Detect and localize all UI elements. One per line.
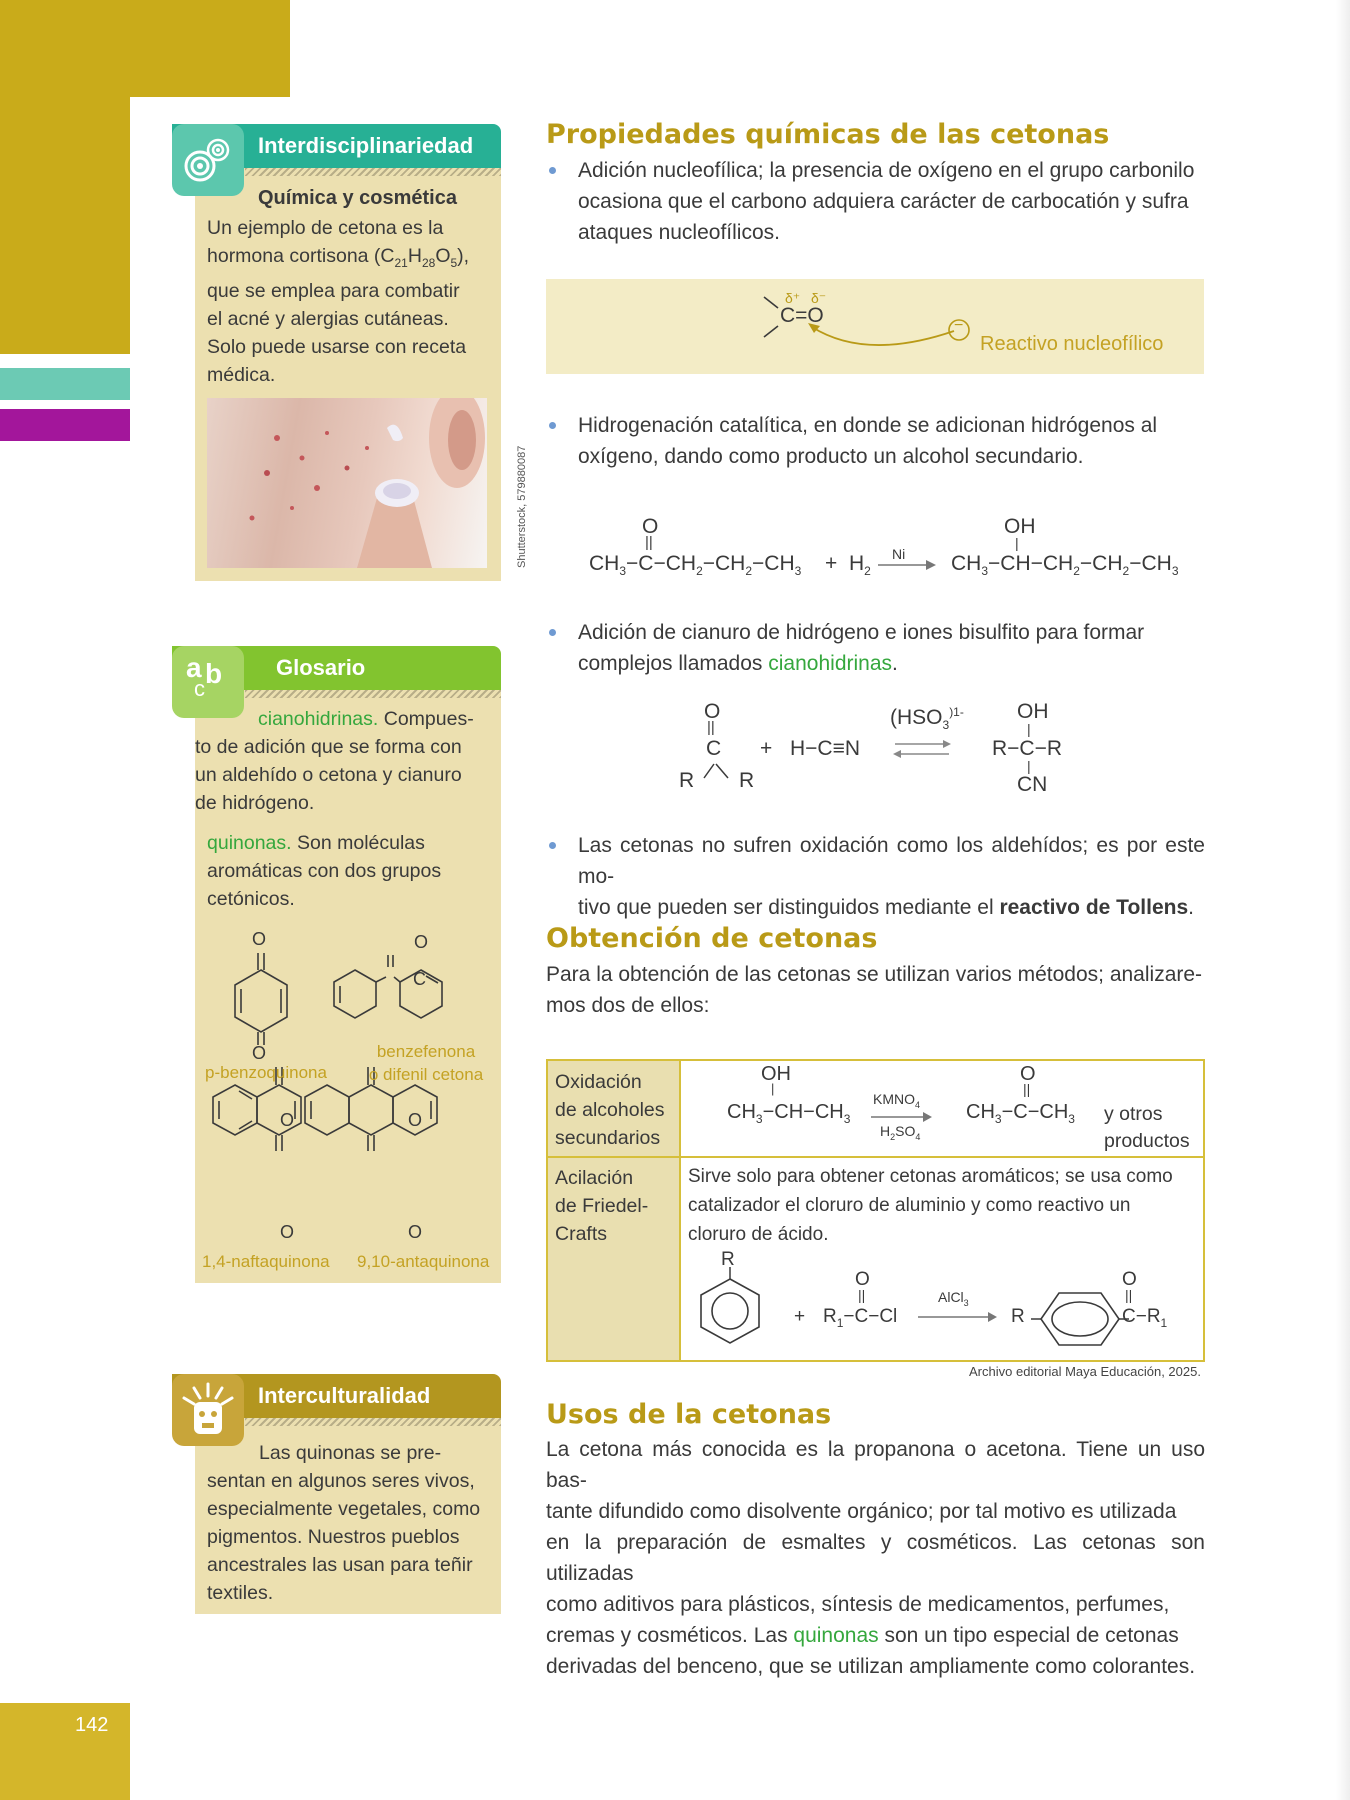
interdisciplinariedad-text: Un ejemplo de cetona es la hormona cortisona $(C_{21}H_{28}O_5)$, que se emplea para combatir el acné y alergias cutáneas. Solo puede usarse con receta médica. xyxy=(207,214,497,389)
decorative-band-teal xyxy=(0,368,130,400)
cyanohydrin-chain: R−C−R xyxy=(992,737,1063,760)
image-credit: Archivo editorial Maya Educación, 2025. xyxy=(969,1364,1201,1379)
hydrogen-cyanide: H−C≡N xyxy=(790,737,861,760)
atom-label: O xyxy=(252,929,267,949)
plus-sign: + xyxy=(760,737,773,760)
catalyst-label: AlCl$_3$ xyxy=(938,1289,969,1308)
r-substituent: R xyxy=(721,1249,735,1270)
oxidant-label: $KMNO_4$ xyxy=(873,1091,921,1110)
interculturalidad-text: Las quinonas se pre- sentan en algunos seres vivos, especialmente vegetales, como pigmentos. Nuestros pueblos ancestrales las usan para teñir textiles. xyxy=(207,1442,481,1604)
double-bond: || xyxy=(707,719,715,736)
r-substituent: R xyxy=(1011,1306,1025,1327)
quinone-structures xyxy=(195,925,501,1255)
ketone-oxygen: O xyxy=(642,515,659,538)
p-benzoquinona-structure xyxy=(235,953,287,1045)
paragraph-usos: La cetona más conocida es la propanona o acetona. Tiene un uso bas- tante difundido como disolvente orgánico; por tal motivo es utilizada en la preparación de esmaltes y cosméticos. Las cetonas son utilizadas como aditivos para plásticos, síntesis de medicamentos, perfumes, cremas y cosméticos. Las quinonas son un tipo especial de cetonas derivadas del benceno, que se utilizan ampliamente como colorantes. xyxy=(546,1438,1205,1678)
plus-sign: + xyxy=(825,552,838,575)
glosario-def-cianohidrinas: cianohidrinas. Compues- xyxy=(258,708,474,730)
reaction-arrow xyxy=(918,1311,998,1323)
hydrogen-molecule: $H_2$ xyxy=(849,552,871,579)
r-bonds xyxy=(690,758,740,782)
header-hatch xyxy=(245,690,501,698)
alcohol-oh: OH xyxy=(761,1063,791,1085)
delta-plus: δ⁺ xyxy=(785,290,801,306)
paragraph-tollens: Las cetonas no sufren oxidación como los aldehídos; es por este mo- tivo que pueden ser distinguidos mediante el reactivo de Tollens. xyxy=(578,834,1205,919)
ketone-oxygen: O xyxy=(704,700,721,723)
structure-name: 9,10-antaquinona xyxy=(357,1252,490,1271)
atom-label: C xyxy=(413,969,426,989)
alcohol-oh: OH xyxy=(1004,515,1036,538)
method-label-oxidacion: Oxidación de alcoholes secundarios xyxy=(555,1071,665,1149)
paragraph-hidrogenacion: Hidrogenación catalítica, en donde se adicionan hidrógenos al oxígeno, dando como producto un alcohol secundario. xyxy=(578,414,1158,468)
carbonyl-group: C=O xyxy=(780,304,824,327)
header-hatch xyxy=(245,168,501,176)
ketone-oxygen: O xyxy=(855,1269,870,1290)
glossary-term: quinonas. xyxy=(207,832,292,854)
atom-label: O xyxy=(280,1222,295,1242)
abc-icon: a b c xyxy=(172,646,244,718)
interdisciplinariedad-subtitle: Química y cosmética xyxy=(258,187,457,209)
section-title-usos: Usos de la cetonas xyxy=(546,1399,832,1430)
plus-sign: + xyxy=(794,1306,806,1327)
decorative-band-footer xyxy=(0,1703,130,1800)
benzene-ring xyxy=(695,1267,765,1347)
double-bond: || xyxy=(1023,1081,1031,1097)
cortisone-formula-line: hormona cortisona $(C_{21}H_{28}O_5)$, xyxy=(207,245,470,270)
structure-name: 1,4-naftaquinona xyxy=(202,1252,330,1271)
term-quinonas: quinonas xyxy=(793,1624,879,1647)
ketone-oxygen: O xyxy=(1122,1269,1137,1290)
single-bond: | xyxy=(1015,535,1019,551)
acyl-chloride-formula: $R_1-C-Cl$ xyxy=(823,1306,898,1330)
acid-label: $H_2SO_4$ xyxy=(880,1123,921,1142)
bisulfite-reagent: ($HSO_3^{)1-}$ xyxy=(890,705,964,733)
page-number: 142 xyxy=(75,1714,109,1736)
nucleophilic-arrow xyxy=(546,279,1204,374)
single-bond: | xyxy=(1027,721,1031,737)
other-products-note: y otros productos xyxy=(1104,1103,1190,1152)
method-label-friedel-crafts: Acilación de Friedel- Crafts xyxy=(555,1167,649,1245)
page-edge-shadow xyxy=(1336,0,1350,1800)
cyanohydrin-oh: OH xyxy=(1017,700,1049,723)
bullet-marker xyxy=(549,422,556,429)
atom-label: O xyxy=(408,1222,423,1242)
mask-icon xyxy=(172,1374,244,1446)
propanol-formula: $CH_3-CH-CH_3$ xyxy=(727,1101,851,1126)
catalyst-label: Ni xyxy=(892,546,906,562)
bullet-marker xyxy=(549,167,556,174)
table-divider xyxy=(548,1156,1203,1158)
decorative-band-purple xyxy=(0,409,130,441)
bullet-marker xyxy=(549,842,556,849)
equilibrium-arrows xyxy=(893,738,953,760)
paragraph-obtencion-intro: Para la obtención de las cetonas se utilizan varios métodos; analizare- mos dos de ellos: xyxy=(546,963,1203,1017)
atom-label: O xyxy=(408,1110,423,1130)
bullet-marker xyxy=(549,629,556,636)
reaction-arrow xyxy=(871,1111,933,1123)
glosario-def-quinonas: quinonas. Son moléculas aromáticas con dos grupos cetónicos. xyxy=(207,832,442,910)
friedel-crafts-description: Sirve solo para obtener cetonas aromáticos; se usa como catalizador el cloruro de aluminio y como reactivo un cloruro de ácido. xyxy=(688,1166,1173,1245)
term-cianohidrinas: cianohidrinas xyxy=(768,652,893,675)
header-hatch xyxy=(245,1418,501,1426)
pentanol-formula: $CH_3-CH-CH_2-CH_2-CH_3$ xyxy=(951,552,1179,579)
target-icon xyxy=(172,124,244,196)
term-tollens: reactivo de Tollens xyxy=(999,896,1189,919)
delta-minus: δ⁻ xyxy=(811,290,827,306)
interculturalidad-title: Interculturalidad xyxy=(258,1383,431,1408)
aryl-ketone-formula: $C-R_1$ xyxy=(1122,1306,1168,1330)
atom-label: O xyxy=(252,1043,267,1063)
reaction-arrow xyxy=(878,558,938,572)
acne-photo xyxy=(207,398,487,568)
negative-charge: − xyxy=(954,317,964,334)
double-bond: || xyxy=(858,1287,866,1303)
atom-label: O xyxy=(280,1110,295,1130)
section-title-propiedades: Propiedades químicas de las cetonas xyxy=(546,119,1110,150)
structure-name: benzefenona o difenil cetona xyxy=(368,1042,484,1084)
atom-label: O xyxy=(414,932,429,952)
methods-table xyxy=(546,1059,1205,1362)
glosario-def-cianohidrinas-cont: to de adición que se forma con un aldehído o cetona y cianuro de hidrógeno. xyxy=(195,736,462,814)
single-bond: | xyxy=(1027,758,1031,774)
single-bond: | xyxy=(771,1081,775,1096)
decorative-band-gold xyxy=(0,0,290,97)
r-group: R xyxy=(679,769,695,792)
cyanohydrin-cn: CN xyxy=(1017,773,1048,796)
paragraph-cianuro: Adición de cianuro de hidrógeno e iones bisulfito para formar complejos llamados cianohidrinas. xyxy=(578,621,1145,675)
glosario-title: Glosario xyxy=(276,655,366,680)
r-group: R xyxy=(739,769,755,792)
glossary-term: cianohidrinas. xyxy=(258,708,379,730)
interdisciplinariedad-title: Interdisciplinariedad xyxy=(258,133,474,158)
double-bond: || xyxy=(645,534,653,551)
nucleophile-label: Reactivo nucleofílico xyxy=(980,333,1164,355)
paragraph-adicion-nucleofilica: Adición nucleofílica; la presencia de oxígeno en el grupo carbonilo ocasiona que el carbono adquiera carácter de carbocatión y sufra ataques nucleofílicos. xyxy=(578,159,1195,244)
pentanone-formula: $CH_3-C-CH_2-CH_2-CH_3$ xyxy=(589,552,802,579)
section-title-obtencion: Obtención de cetonas xyxy=(546,923,878,954)
double-bond: || xyxy=(1125,1287,1133,1303)
structure-name: p-benzoquinona xyxy=(205,1063,327,1082)
decorative-band-gold-vertical xyxy=(0,97,130,354)
photo-credit: Shutterstock, 579880087 xyxy=(516,445,528,568)
carbonyl-carbon: C xyxy=(706,737,722,760)
propanone-formula: $CH_3-C-CH_3$ xyxy=(966,1101,1075,1126)
ketone-oxygen: O xyxy=(1020,1063,1036,1085)
table-divider xyxy=(679,1061,681,1360)
